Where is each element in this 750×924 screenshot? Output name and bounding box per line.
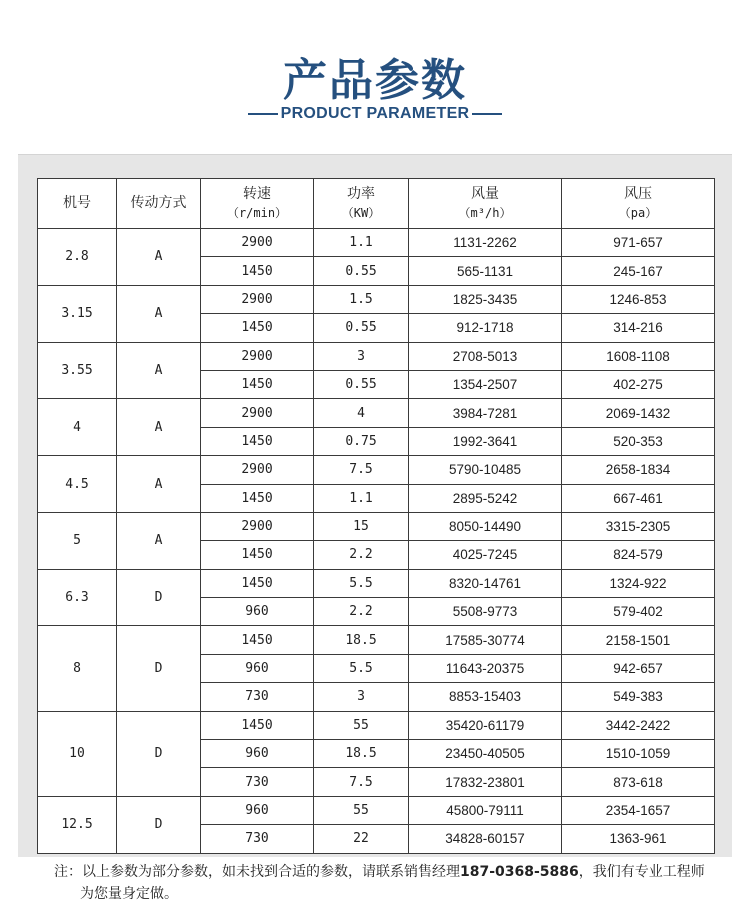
cell-power: 55 — [314, 711, 409, 739]
cell-model: 5 — [38, 512, 117, 569]
cell-drive: A — [117, 399, 201, 456]
cell-drive: A — [117, 342, 201, 399]
table-row — [38, 626, 715, 654]
cell-pressure: 2069-1432 — [562, 399, 715, 427]
cell-pressure: 667-461 — [562, 484, 715, 512]
cell-airflow: 8320-14761 — [409, 569, 562, 597]
parameter-table — [37, 178, 715, 854]
cell-power: 55 — [314, 796, 409, 824]
cell-model: 3.15 — [38, 285, 117, 342]
cell-model: 8 — [38, 626, 117, 711]
cell-power: 22 — [314, 825, 409, 853]
cell-power: 0.55 — [314, 370, 409, 398]
table-row — [38, 512, 715, 540]
cell-speed: 1450 — [201, 314, 314, 342]
cell-speed: 1450 — [201, 626, 314, 654]
cell-pressure: 1246-853 — [562, 285, 715, 313]
cell-pressure: 549-383 — [562, 683, 715, 711]
cell-airflow: 1825-3435 — [409, 285, 562, 313]
cell-drive: A — [117, 512, 201, 569]
cell-speed: 960 — [201, 740, 314, 768]
cell-airflow: 1131-2262 — [409, 229, 562, 257]
cell-model: 10 — [38, 711, 117, 796]
table-row — [38, 285, 715, 313]
cell-speed: 2900 — [201, 399, 314, 427]
cell-pressure: 3315-2305 — [562, 512, 715, 540]
cell-pressure: 1324-922 — [562, 569, 715, 597]
cell-drive: D — [117, 711, 201, 796]
cell-speed: 1450 — [201, 484, 314, 512]
cell-drive: A — [117, 456, 201, 513]
cell-airflow: 5508-9773 — [409, 598, 562, 626]
cell-airflow: 2708-5013 — [409, 342, 562, 370]
subtitle-left-rule — [248, 113, 278, 115]
cell-model: 4.5 — [38, 456, 117, 513]
table-row — [38, 711, 715, 739]
header-pressure: 风压 （pa） — [562, 179, 715, 229]
cell-speed: 960 — [201, 654, 314, 682]
header-speed: 转速 （r/min） — [201, 179, 314, 229]
table-header-row — [38, 179, 715, 229]
cell-airflow: 565-1131 — [409, 257, 562, 285]
cell-speed: 1450 — [201, 711, 314, 739]
cell-pressure: 2354-1657 — [562, 796, 715, 824]
cell-model: 3.55 — [38, 342, 117, 399]
cell-drive: D — [117, 796, 201, 853]
table-row — [38, 229, 715, 257]
cell-airflow: 45800-79111 — [409, 796, 562, 824]
cell-power: 4 — [314, 399, 409, 427]
cell-drive: A — [117, 285, 201, 342]
cell-airflow: 17585-30774 — [409, 626, 562, 654]
header-airflow: 风量 （m³/h） — [409, 179, 562, 229]
subtitle-text: PRODUCT PARAMETER — [280, 105, 470, 122]
cell-airflow: 11643-20375 — [409, 654, 562, 682]
cell-drive: A — [117, 229, 201, 286]
cell-pressure: 824-579 — [562, 541, 715, 569]
cell-airflow: 912-1718 — [409, 314, 562, 342]
cell-speed: 1450 — [201, 370, 314, 398]
cell-airflow: 1354-2507 — [409, 370, 562, 398]
cell-speed: 960 — [201, 598, 314, 626]
cell-pressure: 2658-1834 — [562, 456, 715, 484]
cell-airflow: 35420-61179 — [409, 711, 562, 739]
footer-note — [54, 861, 724, 905]
page-subtitle — [0, 102, 750, 126]
cell-airflow: 1992-3641 — [409, 427, 562, 455]
cell-power: 1.1 — [314, 484, 409, 512]
table-row — [38, 399, 715, 427]
cell-airflow: 8050-14490 — [409, 512, 562, 540]
cell-pressure: 520-353 — [562, 427, 715, 455]
cell-airflow: 5790-10485 — [409, 456, 562, 484]
cell-power: 18.5 — [314, 740, 409, 768]
cell-speed: 2900 — [201, 285, 314, 313]
cell-power: 0.55 — [314, 314, 409, 342]
cell-speed: 2900 — [201, 229, 314, 257]
cell-pressure: 942-657 — [562, 654, 715, 682]
cell-power: 3 — [314, 342, 409, 370]
cell-speed: 2900 — [201, 512, 314, 540]
cell-drive: D — [117, 569, 201, 626]
cell-power: 7.5 — [314, 456, 409, 484]
cell-pressure: 1510-1059 — [562, 740, 715, 768]
cell-power: 15 — [314, 512, 409, 540]
header-model: 机号 — [38, 179, 117, 229]
cell-airflow: 2895-5242 — [409, 484, 562, 512]
table-row — [38, 342, 715, 370]
cell-speed: 730 — [201, 683, 314, 711]
sales-phone: 187-0368-5886 — [460, 864, 579, 880]
cell-speed: 1450 — [201, 257, 314, 285]
cell-power: 1.1 — [314, 229, 409, 257]
cell-pressure: 402-275 — [562, 370, 715, 398]
cell-pressure: 971-657 — [562, 229, 715, 257]
table-row — [38, 796, 715, 824]
cell-airflow: 34828-60157 — [409, 825, 562, 853]
cell-airflow: 4025-7245 — [409, 541, 562, 569]
cell-drive: D — [117, 626, 201, 711]
note-line-2: 为您量身定做。 — [80, 886, 178, 902]
table-row — [38, 456, 715, 484]
cell-pressure: 579-402 — [562, 598, 715, 626]
cell-power: 3 — [314, 683, 409, 711]
cell-model: 2.8 — [38, 229, 117, 286]
cell-speed: 2900 — [201, 342, 314, 370]
cell-pressure: 1608-1108 — [562, 342, 715, 370]
header-power: 功率 （KW） — [314, 179, 409, 229]
cell-speed: 730 — [201, 768, 314, 796]
cell-pressure: 3442-2422 — [562, 711, 715, 739]
cell-power: 2.2 — [314, 598, 409, 626]
cell-pressure: 873-618 — [562, 768, 715, 796]
cell-power: 18.5 — [314, 626, 409, 654]
cell-power: 7.5 — [314, 768, 409, 796]
cell-model: 4 — [38, 399, 117, 456]
cell-airflow: 8853-15403 — [409, 683, 562, 711]
cell-speed: 1450 — [201, 541, 314, 569]
cell-power: 2.2 — [314, 541, 409, 569]
cell-pressure: 1363-961 — [562, 825, 715, 853]
cell-model: 6.3 — [38, 569, 117, 626]
cell-power: 0.55 — [314, 257, 409, 285]
cell-power: 1.5 — [314, 285, 409, 313]
cell-speed: 1450 — [201, 569, 314, 597]
cell-airflow: 23450-40505 — [409, 740, 562, 768]
cell-model: 12.5 — [38, 796, 117, 853]
cell-power: 0.75 — [314, 427, 409, 455]
cell-airflow: 17832-23801 — [409, 768, 562, 796]
header-drive: 传动方式 — [117, 179, 201, 229]
cell-airflow: 3984-7281 — [409, 399, 562, 427]
cell-power: 5.5 — [314, 569, 409, 597]
cell-speed: 1450 — [201, 427, 314, 455]
subtitle-right-rule — [472, 113, 502, 115]
table-row — [38, 569, 715, 597]
cell-pressure: 2158-1501 — [562, 626, 715, 654]
cell-power: 5.5 — [314, 654, 409, 682]
cell-pressure: 245-167 — [562, 257, 715, 285]
cell-speed: 960 — [201, 796, 314, 824]
note-line-1: 注：以上参数为部分参数，如未找到合适的参数，请联系销售经理187-0368-5886，我们有专业工程师 — [54, 864, 705, 880]
page-title: 产品参数 — [283, 55, 467, 106]
cell-pressure: 314-216 — [562, 314, 715, 342]
cell-speed: 730 — [201, 825, 314, 853]
cell-speed: 2900 — [201, 456, 314, 484]
